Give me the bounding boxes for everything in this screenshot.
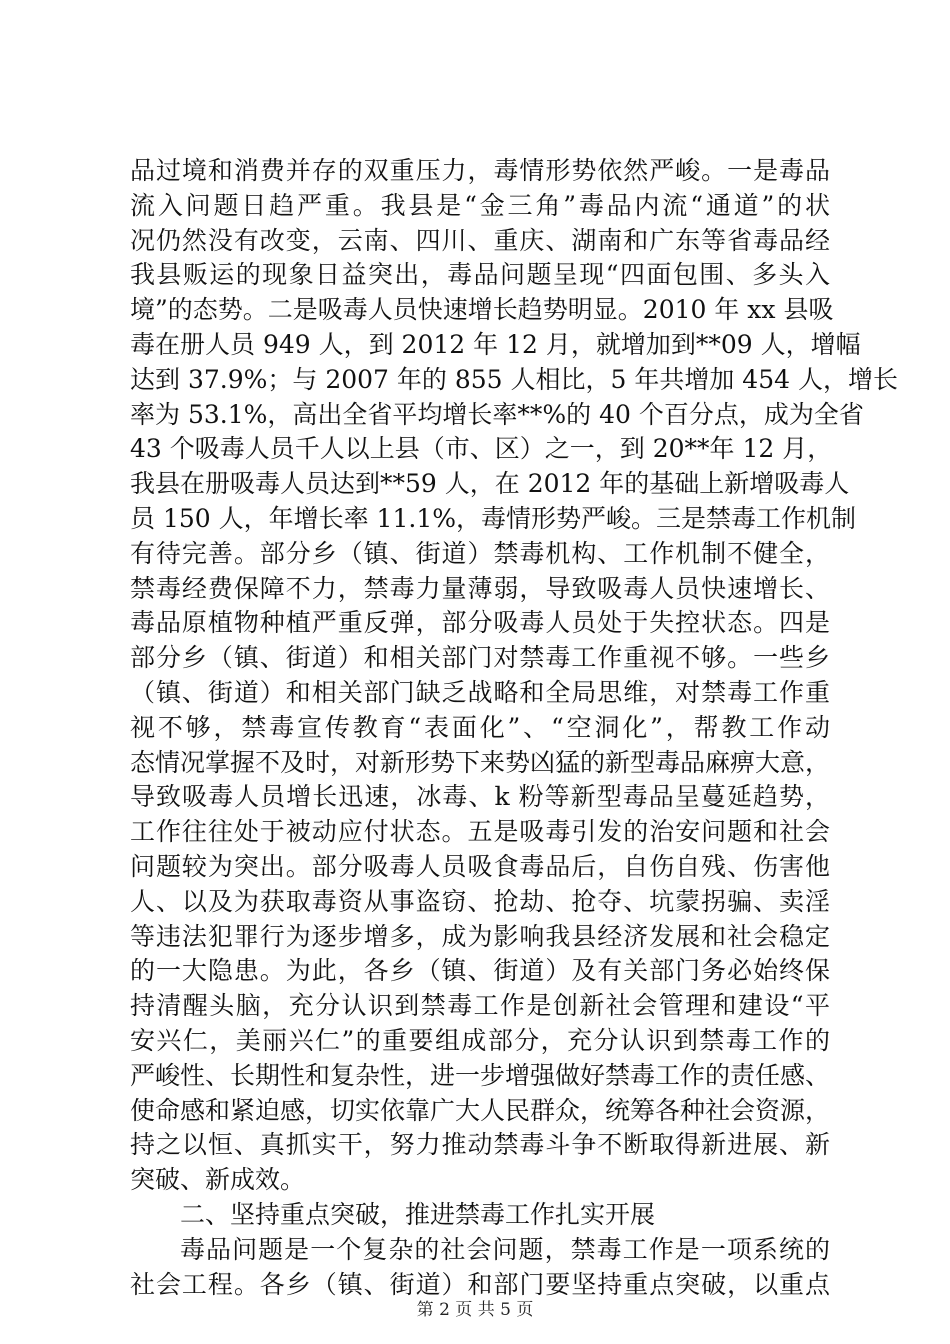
text-line: 员 150 人，年增长率 11.1%，毒情形势严峻。三是禁毒工作机制: [130, 503, 856, 533]
text-line: 视不够，禁毒宣传教育“表面化”、“空洞化”，帮教工作动: [130, 712, 830, 742]
paragraph-key-breakthroughs: [130, 1233, 830, 1303]
text-line: 的一大隐患。为此，各乡（镇、街道）及有关部门务必始终保: [130, 956, 830, 986]
text-line: 品过境和消费并存的双重压力，毒情形势依然严峻。一是毒品: [130, 156, 830, 185]
text-line: 有待完善。部分乡（镇、街道）禁毒机构、工作机制不健全，: [130, 538, 830, 568]
text-line: 毒在册人员 949 人，到 2012 年 12 月，就增加到**09 人，增幅: [130, 329, 861, 359]
text-line: 43 个吸毒人员千人以上县（市、区）之一，到 20**年 12 月，: [130, 434, 833, 464]
text-line: 况仍然没有改变，云南、四川、重庆、湖南和广东等省毒品经: [130, 225, 830, 255]
text-line: 毒品原植物种植严重反弹，部分吸毒人员处于失控状态。四是: [130, 608, 830, 638]
section-heading: 二、坚持重点突破，推进禁毒工作扎实开展: [180, 1199, 656, 1229]
text-line: 持之以恒、真抓实干，努力推动禁毒斗争不断取得新进展、新: [130, 1130, 830, 1160]
paragraph-drug-situation: [130, 154, 898, 1198]
text-line: 达到 37.9%；与 2007 年的 855 人相比，5 年共增加 454 人，增长: [130, 364, 898, 394]
text-line: 持清醒头脑，充分认识到禁毒工作是创新社会管理和建设“平: [130, 991, 830, 1021]
text-line: 问题较为突出。部分吸毒人员吸食毒品后，自伤自残、伤害他: [130, 851, 830, 881]
text-line: 安兴仁，美丽兴仁”的重要组成部分，充分认识到禁毒工作的: [130, 1025, 830, 1055]
text-line: 使命感和紧迫感，切实依靠广大人民群众，统筹各种社会资源，: [130, 1095, 831, 1125]
text-line: 社会工程。各乡（镇、街道）和部门要坚持重点突破，以重点: [130, 1269, 830, 1299]
text-line: 率为 53.1%，高出全省平均增长率**%的 40 个百分点，成为全省: [130, 399, 864, 429]
text-line: 工作往往处于被动应付状态。五是吸毒引发的治安问题和社会: [130, 817, 830, 847]
text-line: 人、以及为获取毒资从事盗窃、抢劫、抢夺、坑蒙拐骗、卖淫: [130, 886, 830, 916]
text-line: 导致吸毒人员增长迅速，冰毒、k 粉等新型毒品呈蔓延趋势，: [130, 782, 830, 812]
text-line: （镇、街道）和相关部门缺乏战略和全局思维，对禁毒工作重: [130, 677, 830, 707]
text-line: 禁毒经费保障不力，禁毒力量薄弱，导致吸毒人员快速增长、: [130, 573, 830, 603]
text-line: 我县在册吸毒人员达到**59 人，在 2012 年的基础上新增吸毒人: [130, 469, 850, 499]
text-line: 严峻性、长期性和复杂性，进一步增强做好禁毒工作的责任感、: [130, 1060, 831, 1090]
text-line: 态情况掌握不及时，对新形势下来势凶猛的新型毒品麻痹大意，: [130, 747, 831, 777]
text-line: 我县贩运的现象日益突出，毒品问题呈现“四面包围、多头入: [130, 260, 830, 290]
text-line: 部分乡（镇、街道）和相关部门对禁毒工作重视不够。一些乡: [130, 643, 830, 673]
text-line: 等违法犯罪行为逐步增多，成为影响我县经济发展和社会稳定: [130, 921, 830, 951]
page-number-footer: 第 2 页 共 5 页: [416, 1300, 534, 1320]
text-line: 境”的态势。二是吸毒人员快速增长趋势明显。2010 年 xx 县吸: [130, 295, 834, 325]
text-line: 突破、新成效。: [130, 1165, 306, 1195]
text-line: 流入问题日趋严重。我县是“金三角”毒品内流“通道”的状: [130, 190, 830, 220]
text-line: 毒品问题是一个复杂的社会问题，禁毒工作是一项系统的: [180, 1234, 830, 1264]
document-body: [130, 154, 898, 1302]
